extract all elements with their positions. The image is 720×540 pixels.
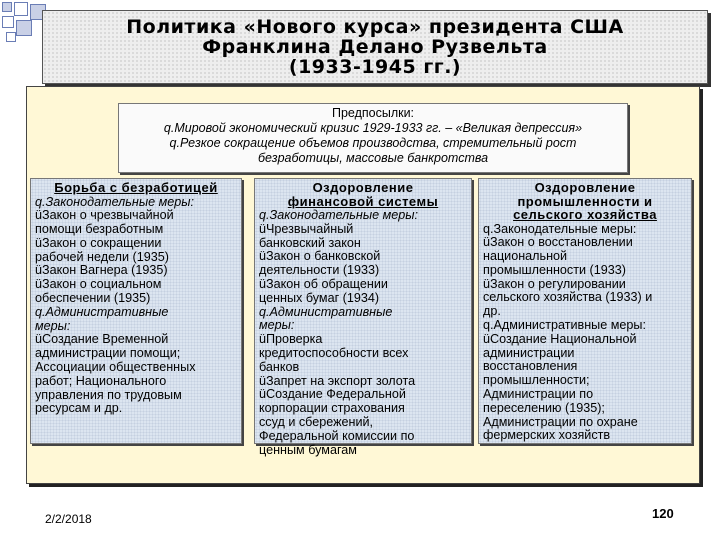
slide-page-number: 120	[652, 506, 674, 521]
column-line: меры:	[259, 318, 295, 333]
decorative-square-2	[14, 2, 28, 16]
title-line: Политика «Нового курса» президента США	[126, 16, 624, 38]
column-line: üЗакон о банковской	[259, 249, 381, 264]
column-line: üЗакон о социальном	[35, 277, 162, 292]
column-line: Федеральной комиссии по	[259, 428, 415, 443]
column-line: üЗакон о регулировании	[483, 276, 626, 291]
column-line: меры:	[35, 318, 71, 333]
column-line: q.Законодательные меры:	[35, 194, 194, 209]
slide-date: 2/2/2018	[45, 512, 92, 526]
prerequisites-heading: Предпосылки:	[331, 106, 415, 120]
column-unemployment	[30, 178, 242, 444]
column-line: q.Административные	[35, 304, 169, 319]
column-line: банков	[259, 359, 300, 374]
column-line: помощи безработным	[35, 222, 164, 237]
title-line: Франклина Делано Рузвельта	[202, 36, 548, 58]
column-line: q.Административные меры:	[483, 318, 646, 333]
column-line: Администрации по охране	[483, 414, 638, 429]
column-heading-line: промышленности и	[517, 193, 653, 209]
column-heading-line: Оздоровление	[534, 180, 636, 195]
slide-title	[43, 17, 707, 77]
column-line: промышленности (1933)	[483, 262, 626, 277]
column-line: üСоздание Временной	[35, 332, 169, 347]
column-heading-line: Оздоровление	[312, 180, 414, 195]
column-line: администрации	[483, 345, 575, 360]
column-heading-line: финансовой системы	[287, 193, 439, 209]
column-line: др.	[483, 304, 501, 319]
column-industry-agriculture	[478, 178, 692, 444]
column-line: национальной	[483, 249, 568, 264]
column-heading-line: сельского хозяйства	[513, 207, 657, 222]
decorative-square-1	[2, 2, 12, 12]
column-line: администрации помощи;	[35, 346, 181, 361]
column-line: обеспечении (1935)	[35, 291, 151, 306]
column-line: кредитоспособности всех	[259, 345, 409, 360]
column-line: üЗакон о сокращении	[35, 235, 162, 250]
column-line: переселению (1935);	[483, 400, 605, 415]
column-line: üЗакон Вагнера (1935)	[35, 263, 168, 278]
title-banner	[42, 10, 708, 84]
column-line: Ассоциации общественных	[35, 360, 196, 375]
column-line: üПроверка	[259, 332, 323, 347]
decorative-square-6	[6, 32, 16, 42]
prerequisites-box	[118, 103, 628, 173]
column-line: Администрации по	[483, 387, 594, 402]
column-line: üЗакон о восстановлении	[483, 235, 633, 250]
prerequisite-item: безработицы, массовые банкротства	[257, 151, 489, 165]
column-heading	[483, 181, 687, 222]
column-line: работ; Национального	[35, 373, 167, 388]
column-line: üЗапрет на экспорт золота	[259, 373, 416, 388]
column-line: q.Законодательные меры:	[483, 221, 637, 236]
column-line: üСоздание Национальной	[483, 331, 637, 346]
column-line: q.Административные	[259, 304, 393, 319]
column-line: банковский закон	[259, 235, 361, 250]
column-line: ссуд и сбережений,	[259, 414, 374, 429]
column-heading	[259, 181, 467, 208]
column-line: деятельности (1933)	[259, 263, 380, 278]
column-line: восстановления	[483, 359, 578, 374]
column-line: q.Законодательные меры:	[259, 208, 418, 222]
column-line: корпорации страхования	[259, 401, 405, 416]
column-line: сельского хозяйства (1933) и	[483, 290, 653, 305]
column-line: ресурсам и др.	[35, 401, 123, 416]
column-line: управления по трудовым	[35, 387, 182, 402]
prerequisite-item: q.Резкое сокращение объемов производства, стремительный рост	[169, 136, 577, 150]
prerequisite-item: q.Мировой экономический кризис 1929-1933 гг. – «Великая депрессия»	[163, 121, 583, 135]
column-heading	[35, 181, 237, 195]
column-line: üЗакон о чрезвычайной	[35, 208, 174, 223]
column-line: üЧрезвычайный	[259, 221, 354, 236]
column-heading-line: Борьба с безработицей	[54, 180, 218, 195]
column-financial-system	[254, 178, 472, 457]
column-line: ценным бумагам	[259, 442, 357, 457]
column-line: ценных бумаг (1934)	[259, 290, 380, 305]
column-line: рабочей недели (1935)	[35, 249, 169, 264]
column-line: промышленности;	[483, 373, 590, 388]
column-line: фермерских хозяйств	[483, 428, 611, 443]
column-line: üСоздание Федеральной	[259, 387, 406, 402]
decorative-square-5	[16, 20, 32, 36]
title-line: (1933-1945 гг.)	[288, 56, 462, 78]
decorative-square-4	[2, 16, 14, 28]
column-line: üЗакон об обращении	[259, 276, 388, 291]
